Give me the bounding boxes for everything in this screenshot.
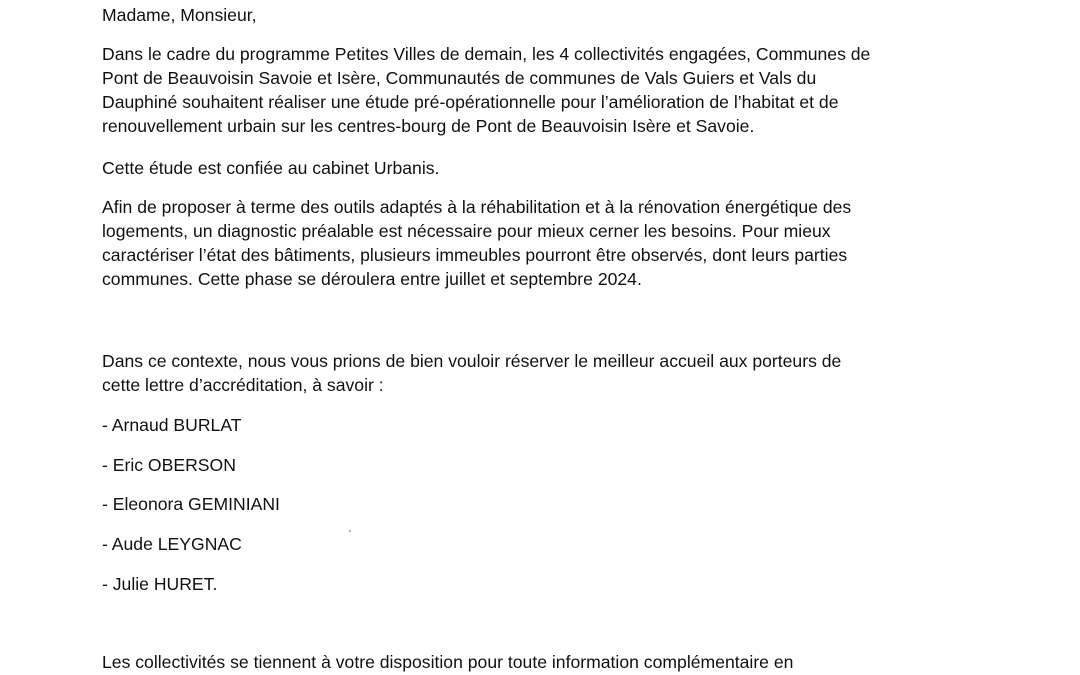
paragraph-line: cette lettre d’accréditation, à savoir : (102, 375, 384, 395)
accredited-people-list (102, 453, 982, 477)
paragraph-line: communes. Cette phase se déroulera entre juillet et septembre 2024. (102, 269, 642, 289)
paragraph-line: Dans ce contexte, nous vous prions de bien vouloir réserver le meilleur accueil aux porteurs de (102, 351, 842, 371)
paragraph-line: Dauphiné souhaitent réaliser une étude pré-opérationnelle pour l’amélioration de l’habitat et de (102, 92, 839, 112)
accredited-people-list (102, 413, 982, 437)
list-item: - Aude LEYGNAC (102, 534, 242, 554)
list-item: - Eleonora GEMINIANI (102, 494, 280, 514)
paragraph-line: Les collectivités se tiennent à votre disposition pour toute information complémentaire en (102, 652, 794, 672)
list-item: - Eric OBERSON (102, 455, 236, 475)
paragraph-intro (102, 42, 982, 138)
paragraph-line: caractériser l’état des bâtiments, plusieurs immeubles pourront être observés, dont leurs parties (102, 245, 848, 265)
accredited-people-list (102, 532, 982, 556)
paragraph-line: Cette étude est confiée au cabinet Urbanis. (102, 158, 440, 178)
paragraph-diagnostic (102, 195, 982, 291)
paragraph-line: renouvellement urbain sur les centres-bourg de Pont de Beauvoisin Isère et Savoie. (102, 116, 755, 136)
paragraph-cabinet (102, 156, 982, 180)
list-item: - Julie HURET. (102, 574, 218, 594)
list-item: - Arnaud BURLAT (102, 415, 242, 435)
accredited-people-list (102, 492, 982, 516)
scan-speck (349, 530, 351, 532)
paragraph-line: logements, un diagnostic préalable est nécessaire pour mieux cerner les besoins. Pour mieux (102, 221, 831, 241)
paragraph-line: Dans le cadre du programme Petites Villes de demain, les 4 collectivités engagées, Communes de (102, 44, 871, 64)
accredited-people-list (102, 572, 982, 596)
salutation-text: Madame, Monsieur, (102, 5, 257, 25)
salutation (102, 3, 982, 27)
paragraph-closing (102, 650, 982, 674)
paragraph-line: Pont de Beauvoisin Savoie et Isère, Communautés de communes de Vals Guiers et Vals du (102, 68, 817, 88)
paragraph-context (102, 349, 982, 397)
paragraph-line: Afin de proposer à terme des outils adaptés à la réhabilitation et à la rénovation énergétique des (102, 197, 852, 217)
